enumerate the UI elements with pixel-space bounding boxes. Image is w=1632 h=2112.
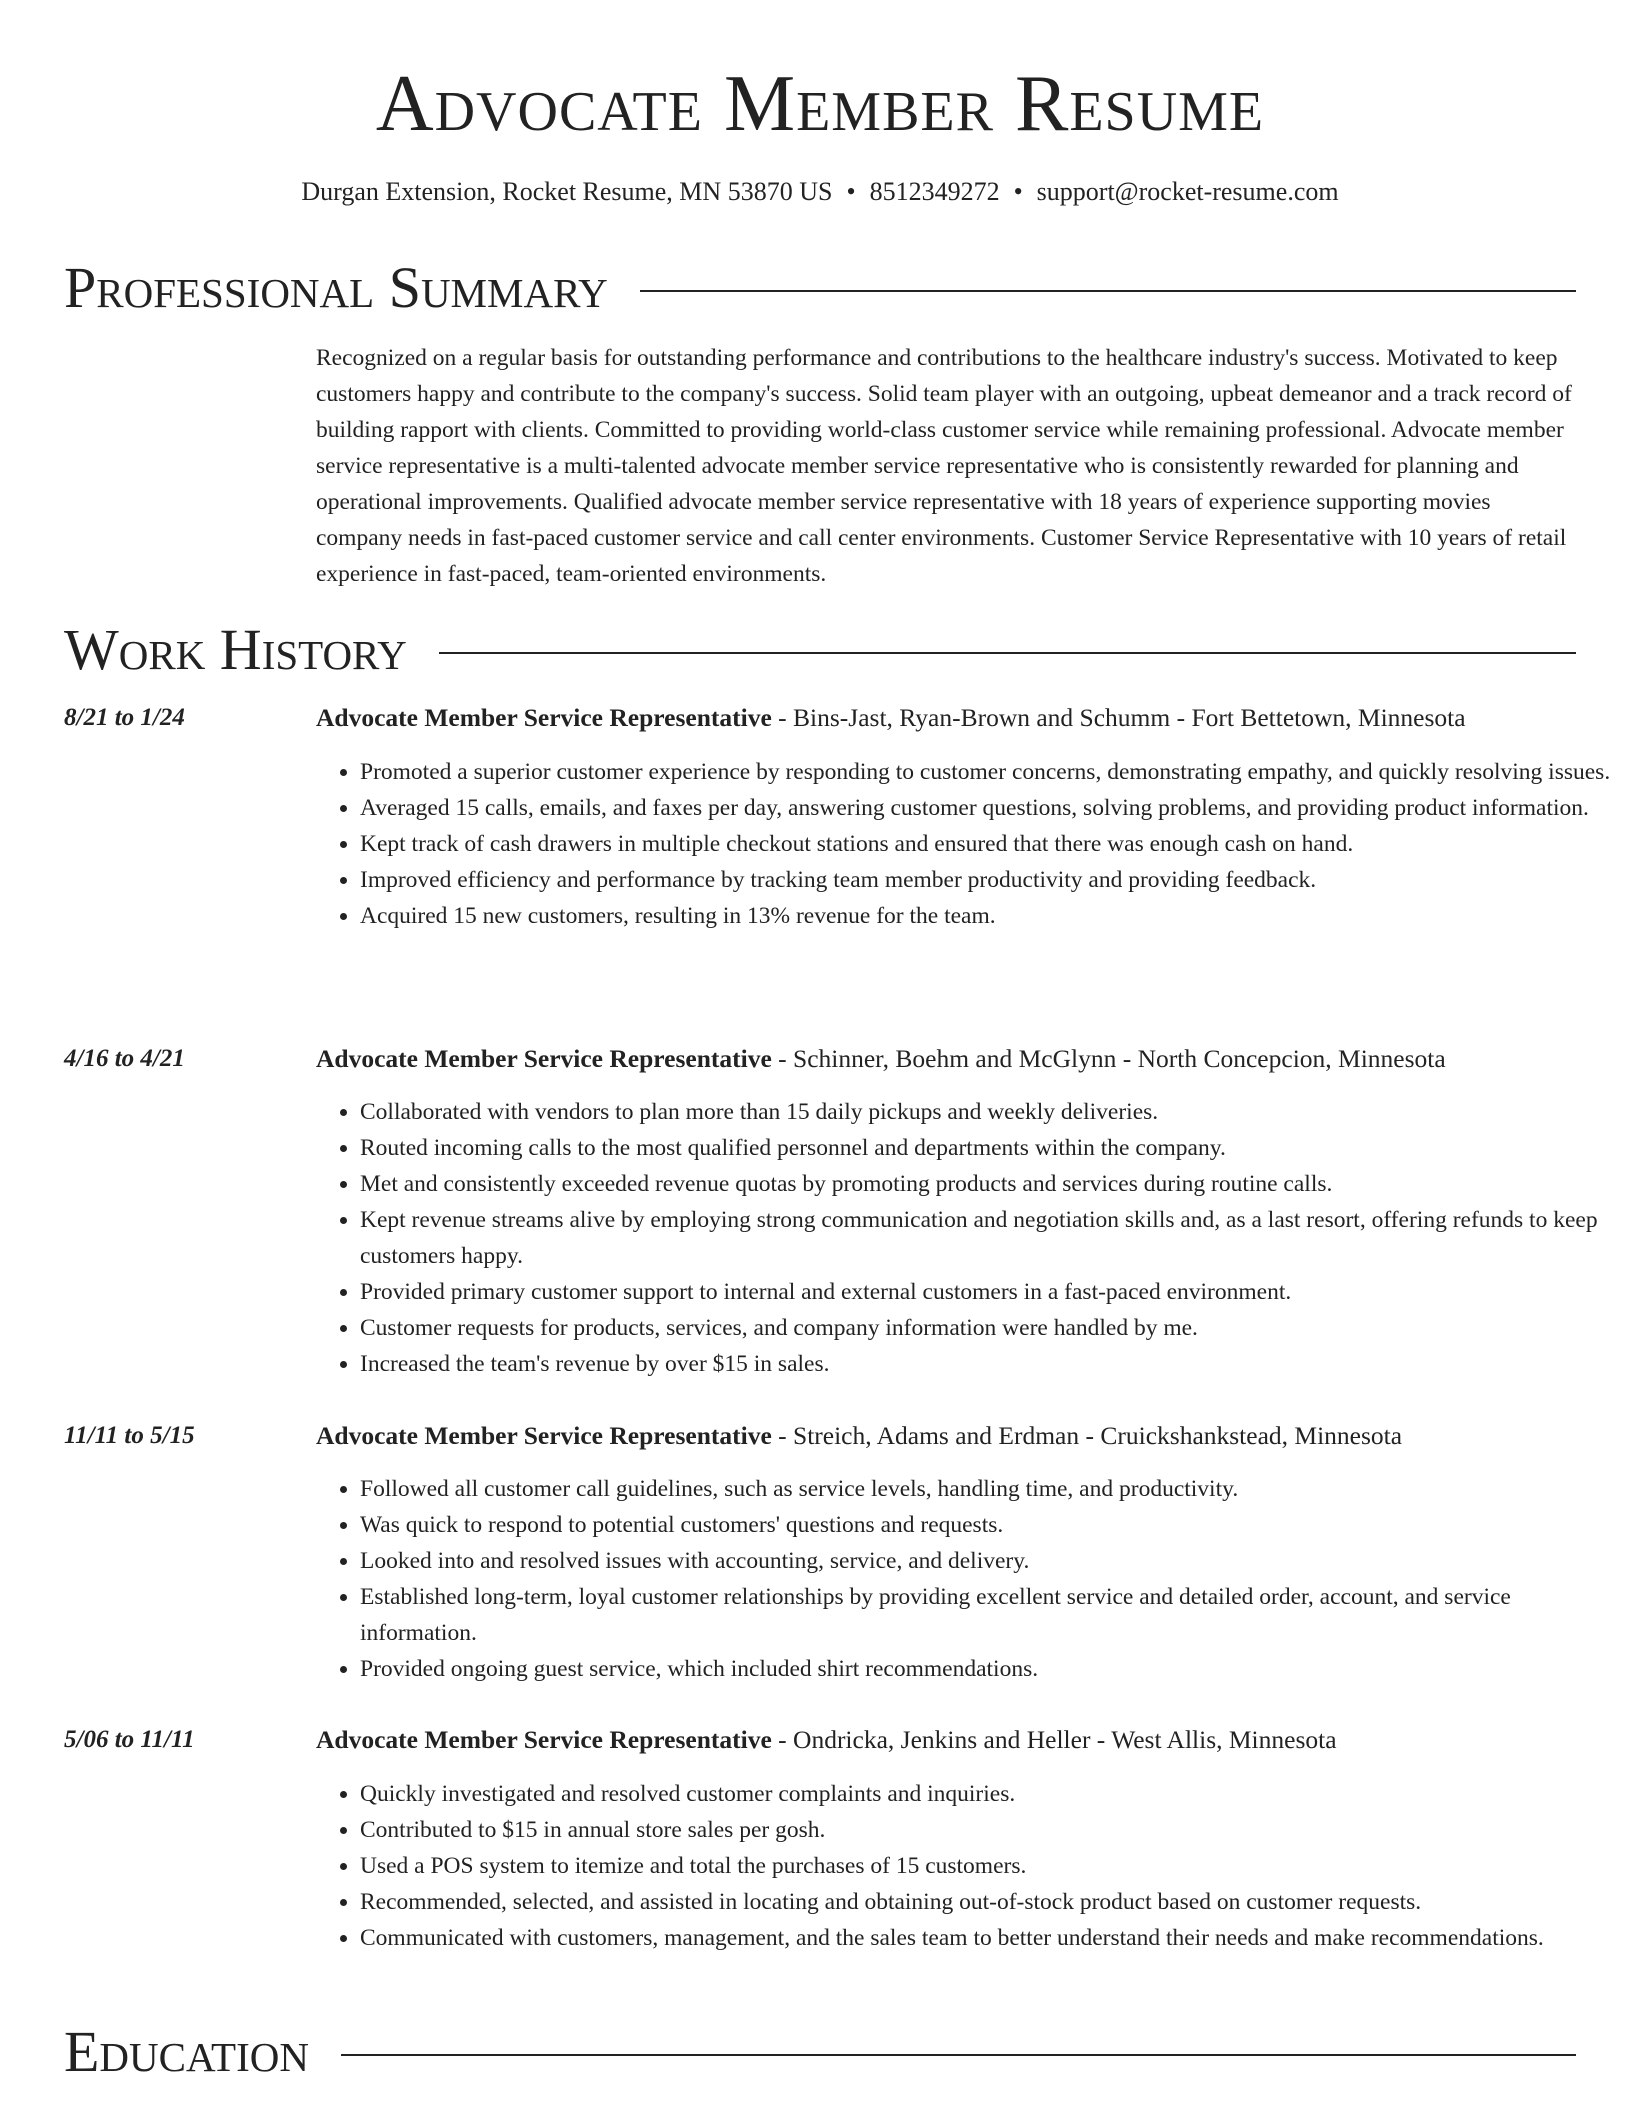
list-item: • Provided ongoing guest service, which included shirt recommendations.: [360, 1651, 1622, 1687]
contact-line: [64, 174, 1576, 210]
list-item: • Kept revenue streams alive by employing strong communication and negotiation skills and, as a last resort, offering refunds to keep customers happy.: [360, 1202, 1622, 1274]
list-item: • Kept track of cash drawers in multiple checkout stations and ensured that there was enough cash on hand.: [360, 826, 1622, 862]
section-title-education: Education: [64, 2019, 309, 2084]
section-education: [64, 2020, 1576, 2084]
section-divider: [439, 652, 1576, 654]
list-item: • Increased the team's revenue by over $15 in sales.: [360, 1346, 1622, 1382]
list-item: • Communicated with customers, management, and the sales team to better understand their needs and make recommendations.: [360, 1920, 1622, 1956]
list-item: • Averaged 15 calls, emails, and faxes per day, answering customer questions, solving problems, and providing product information.: [360, 790, 1622, 826]
contact-address: Durgan Extension, Rocket Resume, MN 53870 US: [301, 177, 833, 206]
list-item: • Customer requests for products, services, and company information were handled by me.: [360, 1310, 1622, 1346]
contact-separator: •: [1013, 177, 1023, 206]
contact-phone: 8512349272: [869, 177, 1000, 206]
job-details: - Bins-Jast, Ryan-Brown and Schumm - Fort Bettetown, Minnesota: [771, 703, 1466, 732]
job-heading: [316, 1418, 1578, 1454]
job-role: Advocate Member Service Representative: [316, 703, 772, 732]
job-dates: 4/16 to 4/21: [64, 1045, 185, 1072]
job-details: - Ondricka, Jenkins and Heller - West Allis, Minnesota: [771, 1725, 1337, 1754]
list-item: • Contributed to $15 in annual store sales per gosh.: [360, 1812, 1622, 1848]
section-work-history: [64, 618, 1576, 682]
job-bullets: [316, 1094, 1622, 1382]
list-item: • Routed incoming calls to the most qualified personnel and departments within the company.: [360, 1130, 1622, 1166]
job-heading: [316, 700, 1578, 736]
section-divider: [640, 290, 1576, 292]
list-item: • Recommended, selected, and assisted in locating and obtaining out-of-stock product based on customer requests.: [360, 1884, 1622, 1920]
resume-title: Advocate Member Resume: [375, 60, 1265, 148]
job-bullets: [316, 754, 1622, 934]
section-professional-summary: [64, 256, 1576, 320]
job-heading: [316, 1722, 1578, 1758]
summary-text: Recognized on a regular basis for outstanding performance and contributions to the healthcare industry's success. Motivated to keep customers happy and contribute to the company's success. Solid team player with an outgoing, upbeat demeanor and a track record of building rapport with clients. Committed to providing world-class customer service while remaining professional. Advocate member service representative is a multi-talented advocate member service representative who is consistently rewarded for planning and operational improvements. Qualified advocate member service representative with 18 years of experience supporting movies company needs in fast-paced customer service and call center environments. Customer Service Representative with 10 years of retail experience in fast-paced, team-oriented environments.: [316, 345, 1572, 587]
job-role: Advocate Member Service Representative: [316, 1725, 772, 1754]
list-item: • Used a POS system to itemize and total the purchases of 15 customers.: [360, 1848, 1622, 1884]
section-title-work: Work History: [64, 617, 407, 682]
list-item: • Acquired 15 new customers, resulting in 13% revenue for the team.: [360, 898, 1622, 934]
job-details: - Streich, Adams and Erdman - Cruickshankstead, Minnesota: [771, 1421, 1403, 1450]
contact-email[interactable]: support@rocket-resume.com: [1036, 177, 1339, 206]
list-item: • Improved efficiency and performance by tracking team member productivity and providing feedback.: [360, 862, 1622, 898]
contact-separator: •: [846, 177, 856, 206]
job-role: Advocate Member Service Representative: [316, 1421, 772, 1450]
section-title-summary: Professional Summary: [64, 255, 608, 320]
job-dates: 5/06 to 11/11: [64, 1726, 195, 1753]
job-heading: [316, 1041, 1578, 1077]
list-item: • Provided primary customer support to internal and external customers in a fast-paced environment.: [360, 1274, 1622, 1310]
list-item: • Collaborated with vendors to plan more than 15 daily pickups and weekly deliveries.: [360, 1094, 1622, 1130]
section-divider: [341, 2054, 1576, 2056]
job-role: Advocate Member Service Representative: [316, 1044, 772, 1073]
list-item: • Quickly investigated and resolved customer complaints and inquiries.: [360, 1776, 1622, 1812]
list-item: • Promoted a superior customer experience by responding to customer concerns, demonstrating empathy, and quickly resolving issues.: [360, 754, 1622, 790]
job-dates: 8/21 to 1/24: [64, 704, 185, 731]
job-bullets: [316, 1776, 1622, 1956]
job-dates: 11/11 to 5/15: [64, 1422, 195, 1449]
job-bullets: [316, 1471, 1622, 1687]
list-item: • Was quick to respond to potential customers' questions and requests.: [360, 1507, 1622, 1543]
job-details: - Schinner, Boehm and McGlynn - North Concepcion, Minnesota: [771, 1044, 1446, 1073]
list-item: • Followed all customer call guidelines, such as service levels, handling time, and productivity.: [360, 1471, 1622, 1507]
list-item: • Established long-term, loyal customer relationships by providing excellent service and detailed order, account, and service information.: [360, 1579, 1622, 1651]
list-item: • Met and consistently exceeded revenue quotas by promoting products and services during routine calls.: [360, 1166, 1622, 1202]
list-item: • Looked into and resolved issues with accounting, service, and delivery.: [360, 1543, 1622, 1579]
